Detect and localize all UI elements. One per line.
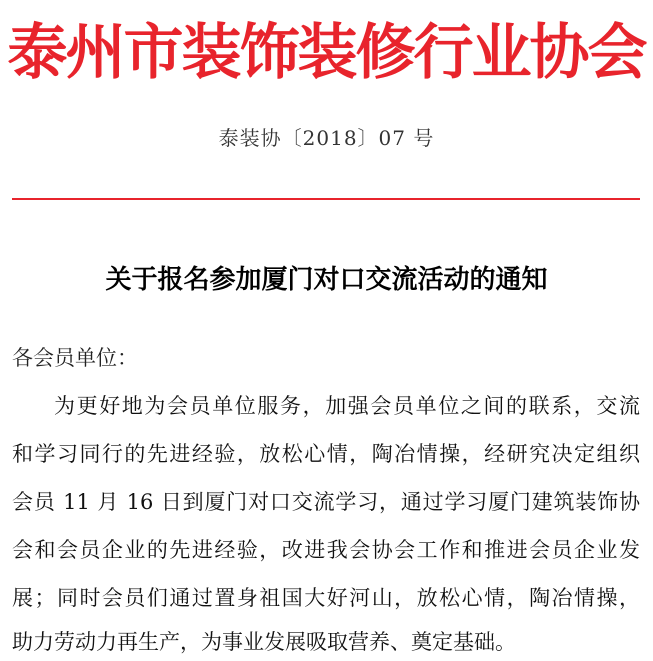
body-line-2: 和学习同行的先进经验，放松心情，陶冶情操，经研究决定组织 [12, 442, 640, 466]
body-line-1: 为更好地为会员单位服务，加强会员单位之间的联系，交流 [54, 394, 640, 418]
org-name-header: 泰州市装饰装修行业协会 [7, 18, 646, 88]
body-line-6: 助力劳动力再生产，为事业发展吸取营养、奠定基础。 [12, 630, 516, 654]
body-line-4: 会和会员企业的先进经验，改进我会协会工作和推进会员企业发 [12, 538, 640, 562]
body-line-3: 会员 11 月 16 日到厦门对口交流学习，通过学习厦门建筑装饰协 [12, 490, 640, 514]
notice-title: 关于报名参加厦门对口交流活动的通知 [105, 265, 548, 295]
red-divider-line [12, 198, 640, 200]
body-line-5: 展；同时会员们通过置身祖国大好河山，放松心情，陶冶情操， [12, 586, 640, 610]
document-number: 泰装协〔2018〕07 号 [218, 126, 435, 150]
salutation: 各会员单位： [12, 346, 138, 370]
